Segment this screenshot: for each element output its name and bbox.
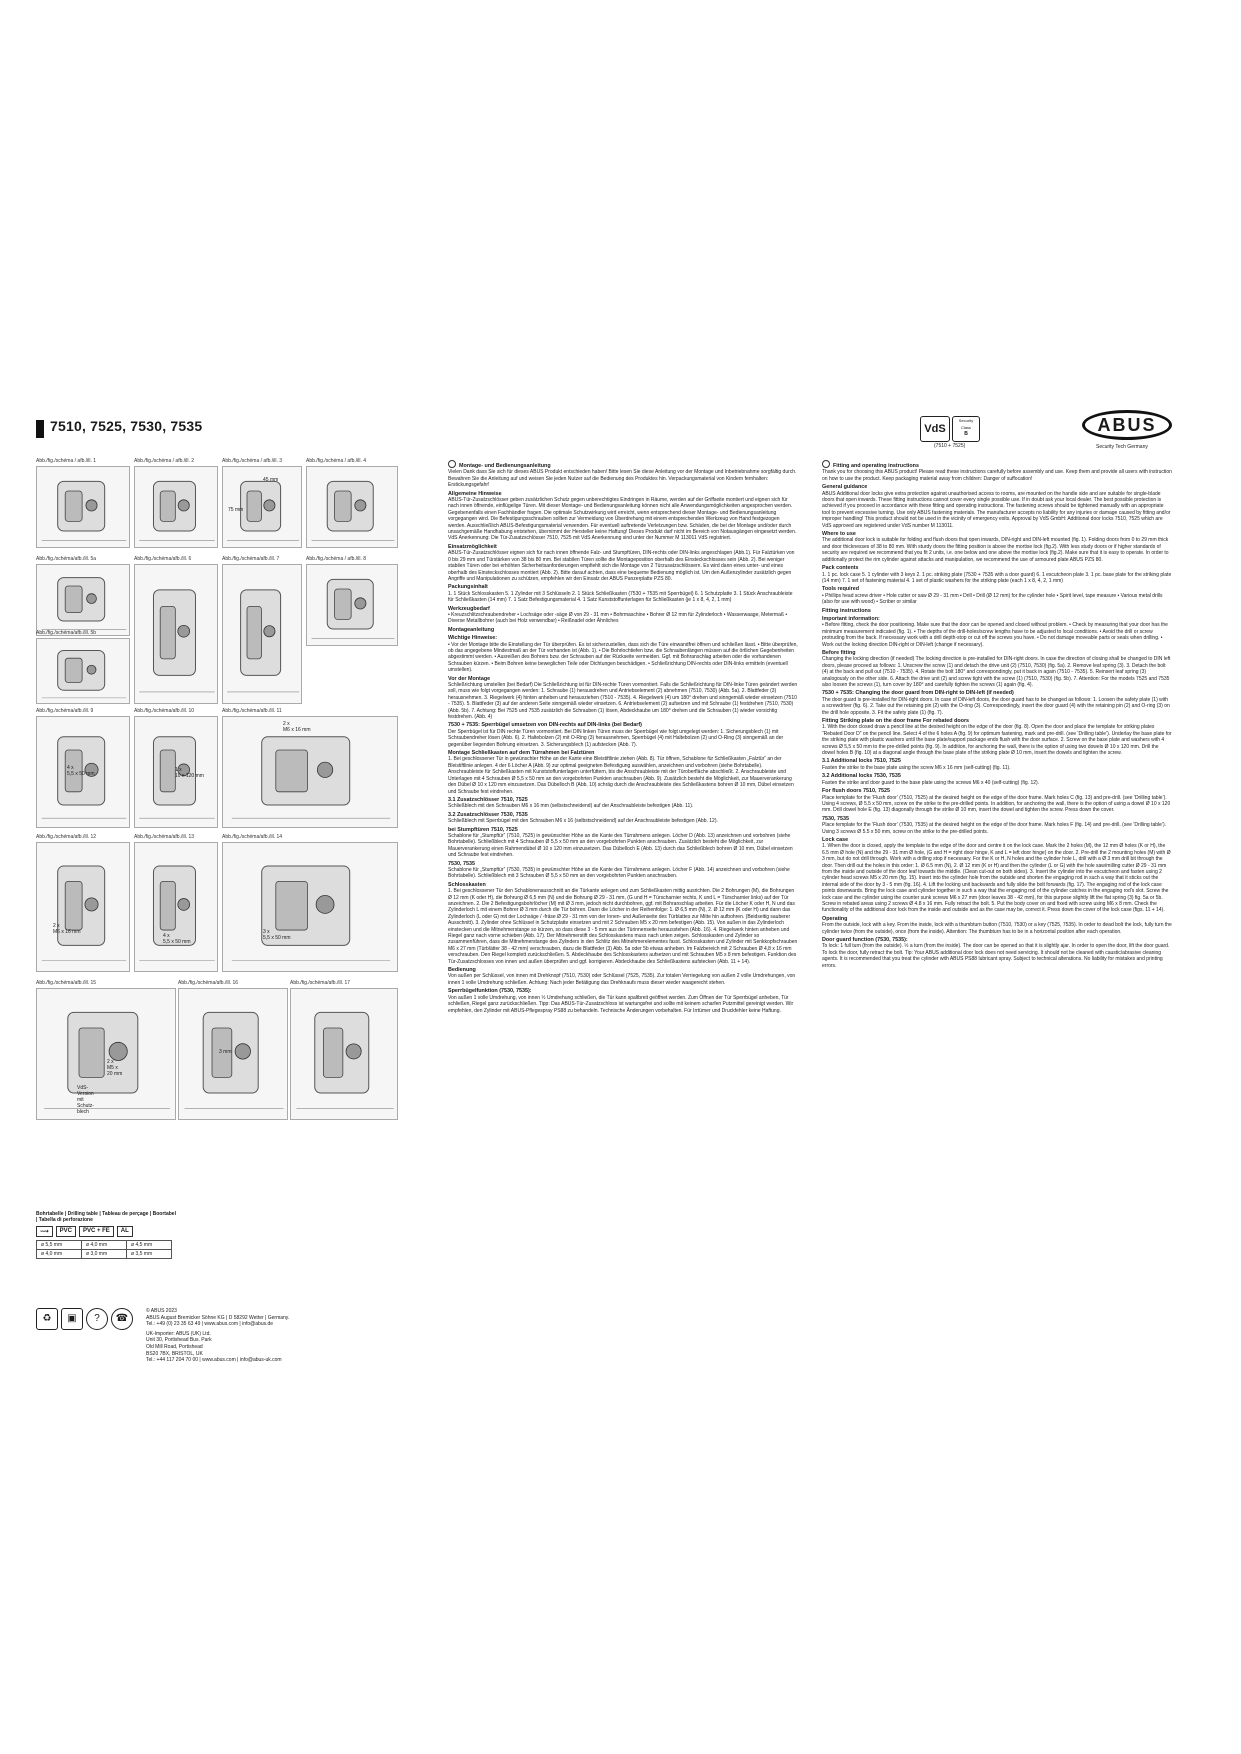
section-heading: Fitting Striking plate on the door frame For rebated doors [822,718,970,725]
section-text: • Kreuzschlitzschraubendreher • Lochsäge oder -säge Ø von 29 - 31 mm • Bohrmaschine • Bohrer Ø 12 mm für Zylinderloch • Wasserwaage, Metermaß • Diverse Metallbohrer (auch bei Holz verwendbar) • Reißnadel oder Ähnliches [448,611,788,625]
section-heading: Pack contents [822,565,859,572]
section-heading: 3.2 Additional locks 7530, 7535 [822,773,901,780]
figure-illustration [222,466,302,548]
table-row [37,1241,172,1250]
dimension-label: 3 mm [219,1049,232,1055]
section-heading: Where to use [822,531,856,538]
section-heading: Allgemeine Hinweise [448,490,502,497]
lock-illustration-icon [37,989,176,1119]
section-heading: Door guard function (7530, 7535): [822,937,908,944]
section-text: 1. 1 pc. lock case 5. 1 cylinder with 3 keys 2. 1 pc. striking plate (7530 + 7535 with a door guard) 6. 1 escutcheon plate 3. 1 pc. base plate for the striking plate (14 mm) 7. 1 set of fastening material 4. 1 set of plastic washers for the striking plate (each 1 x 8, 4, 2, 1 mm) [822,571,1172,584]
section-text: Vielen Dank dass Sie sich für dieses ABUS Produkt entschieden haben! Bitte lesen Sie diese Anleitung vor der Montage und Inbetriebnahme sorgfältig durch. Bewahren Sie die Anleitung auf und weisen Sie jeden Nutzer auf die Bedienung des Produktes hin. Verpackungsmaterial von Kindern fernhalten: Erstickungsgefahr! [448,469,797,489]
figure-2 [134,458,218,548]
figure-illustration [36,638,130,704]
table-cell: ø 3,5 mm [127,1250,172,1259]
figure-illustration [36,716,130,828]
address-line: BS20 7BX, BRISTOL, UK [146,1350,203,1357]
section-text: Schablone für „Stumpftür“ (7510, 7525) in gewünschter Höhe an die Kante des Türrahmens anlegen. Löcher D (Abb. 13) anzeichnen und vorbohren (siehe Bohrtabelle). Schließblech mit 4 Schrauben Ø 5,5 x 50 mm an den vorgebohrten Punkten anschrauben. Zusätzlich besteht die Möglichkeit, zur Mauerverankerung einen Rahmendübel Ø 10 x 120 mm einzusetzen. Das Dübelloch E (Abb. 13) durch das Schließblech bohren Ø 10 mm, Dübel einsetzen und Schraube fest eindrehen. [448,832,793,859]
figure-14 [134,834,218,972]
section-text: 1. With the door closed draw a pencil line at the desired height on the edge of the door (fig. 8). Open the door and place the template for striking plates “Rebated Door D” on the pencil line. Select 4 of the 6 holes A (fig. 9) for optimum fastening, mark and pre-drill. (see ‘Drilling table’). Underlay the base plate for the striking plate with plastic washers until the base plate/support package ends flush with the door surface. 2. Screw on the base plate and washers with 4 screws Ø 5,5 x 50 mm to the pre-drilled points (fig. 9). In addition, for anchoring the wall, there is the option of using two dowels Ø 10 x 120 mm. Drill the dowel holes B (fig. 10) at a diagonal angle through the base plate of the striking plate Ø 10 mm, insert the dowels and tighten the screw. [822,724,1172,757]
figure-caption: Abb./fig./schéma/afb./ill. 17 [290,980,351,986]
dimension-label: 45 mm [263,477,279,483]
address-line: ABUS August Bremicker Söhne KG | D 58292 Wetter | Germany. [146,1314,290,1321]
figure-10 [36,708,130,828]
figure-18 [290,980,398,1120]
section-heading: General guidance [822,484,868,491]
figure-16 [36,980,176,1120]
section-text: Der Sperrbügel ist für DIN rechte Türen vormontiert. Bei DIN linken Türen muss der Sperrbügel wie folgt umgelegt werden: 1. Sicherungsblech (1) mit Schraubendreher lösen (Abb. 6). 2. Haltebolzen (2) mit O-Ring (3) herausnehmen, Sperrbügel (4) mit Haltebolzen (2) und O-Ring (3) sinngemäß an der gegenüber liegenden Bohrung einsetzen. 3. Sicherungsblech (1) aufstecken (Abb. 7). [448,728,784,748]
figure-illustration [306,466,398,548]
figure-illustration [134,842,218,972]
section-heading: Einsatzmöglichkeit [448,543,497,550]
drilling-grid [36,1240,172,1259]
section-text: Changing the locking direction (if needed) The locking direction is pre-installed for DIN-right doors. In case the direction of closing shall be changed to DIN left doors, please proceed as follows: 1. Unscrew the screw (1) and detach the drive unit (2) (7510, 7530) (fig. 5a). 2. Remove leaf spring (3). 3. Detach the bolt (4) at the back and pull out (7510 - 7535). 4. Rotate the bolt 180° and correspondingly, put it back in again (7510 - 7535). 5. Reinsert leaf spring (3) analogously on the other side. 6. Attach the drive unit (2) and screw tight with the screw (1) (7510, 7530) (fig. 5b). 7. Attention: For the models 7525 and 7535 also loosen the screws (1), turn cover by 180° and carefully tighten the screws (1) again (fig. 4). [822,656,1171,688]
section-heading: Lock case [822,836,849,843]
section-heading: Before fitting [822,649,856,656]
figure-9 [36,630,130,704]
figure-caption: Abb./fig./schéma / afb./ill. 8 [306,556,367,562]
figure-illustration [222,842,398,972]
section-text: • Vor der Montage bitte die Einstellung der Tür überprüfen. Es ist sicherzustellen, dass sich die Türe einwandfrei öffnen und schließen lässt. • Bitte überprüfen, ob das angegebene Mindestmaß an der Tür vorhanden ist (Abb. 1). • Die Bohrlochtiefen bzw. die Schraubenlängen müssen auf die örtlichen Gegebenheiten abgestimmt werden. • Ausreißen des Bohrers bzw. der Schrauben auf der Rückseite vermeiden. Ggf. mit Bohranschlag arbeiten oder die vorhandenen Schrauben kürzen. • Beim Bohren keine beweglichen Teile oder Dichtungen beschädigen. • Schließrichtung DIN-rechts oder DIN-links ermitteln (eventuell umstellen). [448,641,798,674]
drill-icon: ⟿ [36,1226,53,1237]
english-instructions [822,458,1172,969]
recycling-icon: ♻ [36,1308,58,1330]
publisher-address [146,1308,396,1364]
section-text: Place template for the ‘Flush door’ (7510, 7525) at the desired height on the edge of the door frame. Mark holes C (fig. 13) and pre-drill. (see ‘Drilling table’). Using 4 screws, Ø 5.5 x 50 mm, screw on the strike to the pre-drilled points. In addition, for anchoring the wall, there is the option of using a dowel Ø 10 x 120 mm. Drill dowel hole E (fig. 13) diagonally through the strike Ø 10 mm, insert the dowel and tighten the screw. Press down the cover. [822,794,1171,814]
section-text: 1. Bei geschlossener Tür den Schablonenausschnitt an die Türkante anlegen und zum Schließkasten mittig ausrichten. Die 2 Bohrungen (M), die Bohrungen Ø 12 mm (K oder H), die Bohrung Ø 6,5 mm (N) und die Bohrung Ø 29 - 31 mm, (G und H = Türscharnier rechts, K und L = Türscharnier links) auf der Tür anzeichnen. 2. Die 2 Befestigungsbohrlöcher (M) mit Ø 3 mm, jedoch nicht durchbohren, ggf. mit Bohranschlag arbeiten. Für die Löcher K oder H, N und das Zylinderloch L mit einem Bohrer Ø 3 mm durch die Tür bohren. Dann die Löcher in der Reihenfolge: 1. Ø 6,5 mm (N), 2. Ø 12 mm (K oder H) und dann das Zylinderloch (L oder G) mit der Lochsäge / -fräse Ø 29 - 31 mm von der Innen- und Außenseite des Türblattes zur Mitte hin aufbohren. (Beidseitig sauberer Ausschnitt). 3. Zylinder ohne Schlüssel in Schutzplatte einsetzen und mit 2 Schrauben M5 x 20 mm befestigen (Abb. 15). Von außen in das Zylinderloch einstecken und die Mitnehmerstange so kürzen, so dass diese 3 - 5 mm aus der Türinnenseite herausstehen (Abb. 16). 4. Riegelwerk hinten anheben und Riegel ganz nach vorne schieben (Abb. 17). Der Mitnehmerstift des Schlosskastens muss nach unten zeigen. Schlosskasten und Zylinder so zusammenführen, dass die Mitnehmerstange des Zylinders in den Schlitz des Mitnehmerelementes fasst. Schlosskasten und Zylinder mit Senkkopfschrauben M6 x 27 mm (Türblätter 38 - 42 mm) verschrauben, dazu die Blattfeder (3) Abb. 5a oder 5b etwas anheben. Im Falzbereich mit 2 Schrauben Ø 4,8 x 16 mm verschrauben. Den Riegel komplett zurückschließen. 5. Abdeckhaube des Schlosskastens aufsetzen und mit Schrauben M5 x 8 mm befestigen. Funktion des Tür-Zusatzschlosses von innen und außen überprüfen und ggf. korrigieren. Abdeckhaube des Schließkastens aufstecken (Abb. 11 + 14). [448,888,798,965]
section-heading: 7530, 7535 [448,860,475,867]
section-heading: Important information: [822,615,880,622]
section-text: ABUS-Tür-Zusatzschlösser eignen sich für nach innen öffnende Falz- und Stumpftüren, DIN-rechts oder DIN-links angeschlagen (Abb.1). Für Falztürken von 0 bis 29 mm und Türstärken von 38 bis 80 mm. Bei stabilen Türen sollte die Montageposition oberhalb des Einsteckschlosses sein (Abb. 2). Bei weniger stabilen Türen oder bei erhöhten Sicherheitsanforderungen empfiehlt sich die Montage von 2 Türzusatzschlössern. Es wird dann eines unter- und eines oberhalb des Einsteckschlosses montiert (Abb. 2). Bitte darauf achten, dass eine bequeme Bedienung möglich ist. Um den Außenzylinder zusätzlich gegen Angriffe und Manipulationen zu schützen, empfehlen wir den Einsatz der ABUS Panzerplatte PZS 80. [448,550,795,582]
page-title: 7510, 7525, 7530, 7535 [50,418,203,434]
brand-tagline: Security Tech Germany [1096,444,1148,450]
material-pvc: PVC [56,1226,76,1237]
vds-class-top: Security [958,418,974,423]
section-heading: 3.1 Zusatzschlösser 7510, 7525 [448,796,528,803]
section-heading: Tools required [822,586,860,593]
figure-illustration [36,988,176,1120]
address-line: Old Mill Road, Portishead [146,1343,203,1350]
figure-caption: Abb./fig./schéma / afb./ill. 1 [36,458,97,464]
language-flag-icon [448,460,456,468]
lock-illustration-icon [307,565,398,645]
dimension-label: 1 x 10 x 120 mm [175,767,204,779]
section-text: ABUS-Tür-Zusatzschlösser geben zusätzlichen Schutz gegen unberechtigtes Eindringen in Räume, werden auf der Griffseite montiert und eignen sich für nach innen öffnende, einflügelige Türen. Mit dieser Montage- und Bedienungsanleitung können nicht alle Anwendungsmöglichkeiten angesprochen werden. Gegebenenfalls einen Fachhändler fragen. Die optimale Schutzwirkung wird erreicht, wenn entsprechend dieser Montage- und Bedienungsanleitung vorgegangen wird. Die Befestigungsschrauben sollten zur Vermeidung von Überdrehung mit einem entsprechenden Werkzeug von Hand festgezogen werden. Ausschließlich ABUS-Befestigungsmaterial verwenden. Für eventuell auftretende Verletzungen bzw. Schäden, die bei der Montage und/oder durch unsachgemäße Handhabung entstehen, übernimmt der Hersteller keine Haftung! Dieses Produkt darf nicht im Bereich von Notausgängen eingesetzt werden. VdS Anerkennung: Die Tür-Zusatzschlösser 7510, 7525 mit VdS Anerkennung sind unter der Nummer M 113011 VdS registriert. [448,497,797,542]
section-heading: Werkzeugbedarf [448,605,490,612]
section-text: 1. 1 Stück Schlosskasten 5. 1 Zylinder mit 3 Schlüsseln 2. 1 Stück Schließkasten (7530 + 7535 mit Sperrbügel) 6. 1 Schutzplatte 3. 1 Stück Anschraubleiste für Schließkasten (14 mm) 7. 1 Satz Befestigungsmaterial 4. 1 Satz Kunststoffunterlagen für Schließkasten (je 1 x 8, 4, 2, 1 mm) [448,590,793,604]
section-text: The door guard is pre-installed for DIN-right doors. In case of DIN-left doors, the door guard has to be changed as follows: 1. Loosen the safety plate (1) with a screwdriver (fig. 6). 2. Take out the retaining pin (2) with the O-ring (3). Correspondingly, insert the door guard (4) with the retaining pin (2) and O-ring (3) on the drill hole opposite. 3. Fit the safety plate (1) (fig. 7). [822,696,1170,716]
figure-illustration [36,466,130,548]
figure-caption: Abb./fig./schéma/afb./ill. 15 [36,980,97,986]
section-text: The additional door lock is suitable for folding and flush doors that open inwards, DIN-right and DIN-left mounted (fig. 1). Folding doors from 0 to 29 mm thick and door thicknesses of 38 to 80 mm. With sturdy doors the fitting position is above the mortise lock (fig.2). With less study doors or if higher standards of security are required we recommend that you fit 2 units, i.e. one below and one above the mortise lock (fig.2). Make sure that it is easy to operate. In order to additionally protect the rim cylinder against attacks and manipulation, we recommend the use of armoured plate ABUS PZS 80. [822,537,1169,563]
figure-caption: Abb./fig./schéma/afb./ill. 9 [36,708,94,714]
figure-5 [36,556,130,636]
section-heading: Packungsinhalt [448,584,488,591]
question-icon: ? [86,1308,108,1330]
title-marker [36,420,44,438]
figure-illustration [134,564,218,704]
section-text: Von außen per Schlüssel, von innen mit Drehknopf (7510, 7530) oder Schlüssel (7525, 7535). Zur totalen Verriegelung von außen 2 volle Umdrehungen, von innen 1 volle Umdrehung schließen. Achtung: Nach jeder Betätigung das Drehknaufs muss dieser wieder waagerecht stehen. [448,973,796,986]
section-heading: 3.1 Additional locks 7510, 7525 [822,758,901,765]
section-text: ABUS Additional door locks give extra protection against unauthorised access to rooms, are mounted on the handle side and are suitable for single-blade doors that open inwards. These fitting instructions cannot cover every single possible use. If in doubt ask your local dealer. The best possible protection is achieved if you proceed in accordance with these fitting and operating instructions. The fastening screws should be tightened manually with an appropriate tool to prevent excessive turning. Use only ABUS fastening materials. The manufacturer accepts no liability for any injuries or damage caused by fitting and/or improper handling! This product should not be used in the vicinity of emergency exits. Approval by VdS GmbH: Additional door locks 7510, 7525 which are VdS approved are registered under VdS number M 113011. [822,490,1171,529]
figure-caption: Abb./fig./schéma/afb./ill. 11 [222,708,282,714]
figure-caption: Abb./fig./schéma/afb./ill. 10 [134,708,195,714]
lock-illustration-icon [37,639,130,703]
figure-1 [36,458,130,548]
lock-illustration-icon [37,467,130,547]
section-heading: 7530 + 7535: Changing the door guard from DIN-right to DIN-left (if needed) [822,690,1014,697]
address-line: Tel.: +49 (0) 23 35 63 49 | www.abus.com | info@abus.de [146,1321,274,1328]
drilling-table [36,1211,176,1259]
section-heading: Fitting instructions [822,607,871,614]
section-heading: Vor der Montage [448,675,491,682]
section-heading: Montage- und Bedienungsanleitung [448,460,798,469]
figure-caption: Abb./fig./schéma/afb./ill. 14 [222,834,283,840]
vds-models: (7510 + 7525) [934,443,966,449]
dimension-label: 2 x M6 x 16 mm [53,923,81,935]
material-al: AL [117,1226,133,1237]
section-text: Schablone für „Stumpftür“ (7530, 7535) in gewünschter Höhe an die Kante des Türrahmens anlegen. Löcher F (Abb. 14) anzeichnen und vorbohren (siehe Bohrtabelle). Schließblech mit 3 Schrauben Ø 5,5 x 50 mm an den vorgebohrten Punkten anschrauben. [448,866,790,880]
vds-class-mid: Class [960,425,971,430]
figure-caption: Abb./fig./schéma/afb./ill. 12 [36,834,97,840]
table-cell: ø 4,0 mm [37,1250,82,1259]
figure-illustration [222,564,302,704]
figure-7 [222,556,302,704]
section-heading: Bedienung [448,967,476,974]
section-heading: Fitting and operating instructions [822,460,1172,469]
section-heading: 7530, 7535 [822,815,849,822]
figure-3 [222,458,302,548]
figure-11 [134,708,218,828]
figure-8 [306,556,398,646]
drilling-title: Bohrtabelle | Drilling table | Tableau de perçage | Boortabel | Tabella di perforazione [36,1211,176,1223]
section-text: Fasten the strike and door guard to the base plate using the screws M6 x 40 (self-cutting) (fig. 12). [822,779,1040,786]
section-text: Fasten the strike to the base plate using the screw M6 x 16 mm (self-cutting) (fig. 11). [822,764,1011,771]
figure-17 [178,980,288,1120]
german-instructions [448,458,798,1014]
figure-caption: Abb./fig./schéma/afb./ill. 5a [36,556,97,562]
book-icon: ▣ [61,1308,83,1330]
material-pvc-fe: PVC + FE [79,1226,114,1237]
figure-caption: Abb./fig./schéma/afb./ill. 7 [222,556,280,562]
dimension-label: 4 x 5,5 x 50 mm [67,765,95,777]
section-text: Schließblech mit Sperrbügel mit den Schrauben M6 x 16 (selbstschneidend) auf der Anschraubleiste befestigen (Abb. 12). [448,818,718,825]
section-text: • Phillips head screw driver • Hole cutter or saw Ø 29 - 31 mm • Drill • Drill (Ø 12 mm) for the cylinder hole • Spirit level, tape measure • Various metal drills (also for use with wood) • Scriber or similar [822,592,1163,606]
footer-icons [36,1308,133,1330]
figure-illustration [36,842,130,972]
section-heading: Sperrbügelfunktion (7530, 7535): [448,988,532,995]
lock-illustration-icon [179,989,288,1119]
table-cell: ø 5,5 mm [37,1241,82,1250]
section-text: To lock: 1 full turn (from the outside). ½ a turn (from the inside). The door can be opened so that it is slightly ajar. In order to open the door, lift the door guard. To lock the door, fully retract the bolt. Tip: Your ABUS additional door lock does not need servicing. It should not be cleaned with caustic/abrasive cleaning agents. It is recommended that you treat the cylinder with ABUS PS88 lubricant spray. Subject to technical alterations. No liability for mistakes and printing errors. [822,943,1170,969]
figure-caption: Abb./fig./schéma / afb./ill. 2 [134,458,195,464]
section-heading: Operating [822,915,848,922]
address-line: Unit 30, Portishead Bus. Park [146,1337,212,1344]
figure-caption: Abb./fig./schéma / afb./ill. 3 [222,458,283,464]
figure-caption: Abb./fig./schéma/afb./ill. 6 [134,556,192,562]
dimension-label: 75 mm [228,507,244,513]
section-text: • Before fitting, check the door positioning. Make sure that the door can be opened and closed without problem. • Check by measuring that your door has the minimum measurement indicated (fig. 1). • The depths of the drill-holes/screw lengths have to be adjusted to local conditions. • Avoid the drill or screw protruding from the back. If necessary work with a drill depth-stop or cut off the screws you have. • Do not damage moveable parts or seals when drilling. • Work out the locking direction DIN-right or DIN-left (change if necessary). [822,622,1168,648]
figure-6 [134,556,218,704]
material-row [36,1226,176,1237]
section-heading: 3.2 Zusatzschlösser 7530, 7535 [448,811,528,818]
figure-illustration [36,564,130,636]
figure-caption: Abb./fig./schéma/afb./ill. 5b [36,630,97,636]
lock-illustration-icon [223,717,398,827]
lock-illustration-icon [223,565,302,703]
lock-illustration-icon [291,989,398,1119]
section-text: Place template for the ‘Flush door’ (7530, 7535) at the desired height on the edge of the door frame. Mark holes F (fig. 14) and pre-drill. (see ‘Drilling table’). Using 3 screws Ø 5.5 x 50 mm, screw on the strike to the pre-drilled points. [822,822,1167,835]
dimension-label: 2 x M5 x 20 mm [107,1059,123,1077]
dimension-label: 2 x M6 x 16 mm [283,721,311,733]
language-flag-icon [822,460,830,468]
address-line: Tel.: +44 117 204 70 00 | www.abus.com | info@abus-uk.com [146,1357,282,1364]
dimension-label: VdS- Version mit Schutz- blech [77,1085,94,1115]
address-line: UK-Importer: ABUS (UK) Ltd. [146,1330,211,1337]
section-text: Schließblech mit den Schrauben M6 x 16 mm (selbstschneidend) auf der Anschraubleiste befestigen (Abb. 11). [448,803,694,810]
figure-13 [36,834,130,972]
section-heading: bei Stumpftüren 7510, 7525 [448,826,518,833]
table-row [37,1250,172,1259]
figure-illustration [178,988,288,1120]
vds-class-low: B [964,431,968,437]
table-cell: ø 3,0 mm [82,1250,127,1259]
lock-illustration-icon [135,565,218,703]
section-text: Von außen 1 volle Umdrehung, von innen ½ Umdrehung schließen, die Tür kann spaltbreit geöffnet werden. Zum Öffnen der Tür Sperrbügel anheben, Tür schließen, Riegel ganz zurückschließen. Tipp: Das ABUS-Tür-Zusatzschloss ist wartungsfrei und sollte mit keinem scharfen Putzmittel gereinigt werden. Wir empfehlen, den Zylinder mit ABUS-Pflegespray PS88 zu behandeln. Technische Änderungen vorbehalten. Für Irrtümer und Druckfehler keine Haftung. [448,994,794,1014]
lock-illustration-icon [223,843,398,971]
section-heading: Wichtige Hinweise: [448,635,498,642]
figure-15 [222,834,398,972]
figure-caption: Abb./fig./schéma / afb./ill. 4 [306,458,367,464]
section-heading: For flush doors 7510, 7525 [822,788,891,795]
instruction-sheet [36,408,1206,1366]
lock-illustration-icon [37,843,130,971]
section-heading: Schlosskasten [448,881,486,888]
lock-illustration-icon [37,565,130,635]
section-text: Schließrichtung umstellen (bei Bedarf) Die Schließrichtung ist für DIN-rechte Türen vormontiert. Falls die Schließrichtung für DIN-linke Türen geändert werden soll, muss wie folgt vorgegangen werden: 1. Schraube (1) herausdrehen und Antriebselement (2) abnehmen (7510, 7530) (Abb. 5a). 2. Blattfeder (3) herausnehmen. 3. Riegelwerk (4) hinten anheben und herausziehen (7510 - 7535). 4. Riegelwerk (4) um 180° drehen und sinngemäß wieder einsetzen (7510 - 7535). 5. Blattfeder (3) auf der anderen Seite sinngemäß wieder einsetzen. 6. Antriebselement (2) aufsetzen und mit Schraube (1) festdrehen (7510, 7530) (Abb. 5b). 7. Achtung: Bei 7525 und 7535 zusätzlich die Schrauben (1) lösen, Abdeckhaube um 180° drehen und die Schrauben (1) wieder vorsichtig festdrehen. (Abb. 4) [448,682,798,721]
lock-illustration-icon [307,467,398,547]
vds-badge: VdS [920,416,950,442]
lock-illustration-icon [135,467,218,547]
section-text: Thank you for choosing this ABUS product! Please read these instructions carefully before assembly and use. Keep them and provide all users with instruction on how to use the product. Keep packaging material away from children: Danger of suffocation! [822,469,1172,482]
phone-icon: ☎ [111,1308,133,1330]
figure-illustration [134,466,218,548]
figure-4 [306,458,398,548]
address-line: © ABUS 2023 [146,1308,177,1314]
table-cell: ø 4,0 mm [82,1241,127,1250]
section-heading: 7530 + 7535: Sperrbügel umsetzen von DIN-rechts auf DIN-links (bei Bedarf) [448,722,642,729]
dimension-label: 3 x 5,5 x 50 mm [263,929,291,941]
figure-illustration [222,716,398,828]
section-text: From the outside, lock with a key. From the inside, lock with a thumbturn button (7510, 7530) or a key (7525, 7535). In order to dead bolt the lock, fully turn the cylinder twice (from the outside), once (from the inside). Attention: The thumbturn has to be in a horizontal position after each operation. [822,922,1172,935]
dimension-label: 4 x 5,5 x 50 mm [163,933,191,945]
section-text: 1. When the door is closed, apply the template to the edge of the door and centre it on the lock case. Mark the 2 holes (M), the 12 mm Ø holes (K or H), the 6.5 mm Ø hole (N) and the 29 - 31 mm Ø hole, (G and H = right door hinge, K and L = left door hinge) on the door. 2. Pre-drill the 2 mounting holes (M) with Ø 3 mm, but do not drill through. Work with a drilling stop if necessary. For the K or H, N holes and the cylinder hole L, drill with a Ø 3 mm drill bit through the door. Then drill out the holes in this order: 1. Ø 6.5 mm (N), 2. Ø 12 mm (K or H) and then the cylinder (L or G) with the hole saw/milling cutter Ø 29 - 31 mm from the inside and outside of the door leaf towards the middle. (Clean cut-out on both sides). 3. Insert the cylinder into the escutcheon and fasten using 2 cylinder head screws M5 x 20 mm (fig. 15). Insert into the cylinder hole from the outside and shorten the engaging rod in such a way that it sticks out the internal side of the door by 3 - 5 mm (fig. 16). 4. Lift the locking unit backwards and fully slide the bolt forwards (fig. 17). The engaging rod of the lock case points downwards. Bring the lock case and cylinder together in such a way that the engaging rod of the cylinder catches in the engaging rod's slot. Screw the lock case and the cylinder using the counter sunk screws M6 x 27 mm (door leaves 38 - 42 mm), for this purpose slightly lift the flat spring (3) fig. 5a or 5b. Screw in rebated areas using 2 screws Ø 4.8 x 16 mm. Fully retract the bolt. 5. Put the body cover on and fixed with screw using M6 x 8 mm. Check the functionality of the additional door lock from the inside and outside and as the case may be, correct it. Press down the cover of the lock case (figs. 11 + 14). [822,843,1171,914]
figure-illustration [306,564,398,646]
section-text: 1. Bei geschlossener Tür in gewünschter Höhe an der Kante eine Bleistiftlinie ziehen (Abb. 8). Tür öffnen, Schablone für Schließkasten „Falztür“ an der Bleistiftlinie anlegen. 4 der 6 Löcher A (Abb. 9) zur optimal geeigneten Befestigung auswählen, anzeichnen und vorbohren (siehe Bohrtabelle). Anschraubleiste für Schließkasten mit Kunststoffunterlagen unterfüttern, bis die Anschraubleiste mit der Türoberfläche abschließt. 2. Anschraubleiste und Unterlagen mit 4 Schrauben Ø 5,5 x 50 mm an den vorgebohrten Punkten anschrauben (Abb. 9). Zusätzlich besteht die Möglichkeit, zur Mauerverankerung den Dübel Ø 10 x 120 mm einzusetzen. Das Dübelloch B (Abb. 10) schräg durch die Anschraubleiste des Schließkastens bohren Ø 10 mm, Dübel einsetzen und Schraube fest eindrehen. [448,756,794,795]
section-heading: Montageanleitung [448,626,495,633]
table-cell: ø 4,5 mm [127,1241,172,1250]
lock-illustration-icon [135,843,218,971]
vds-class-badge [952,416,980,442]
figure-caption: Abb./fig./schéma/afb./ill. 16 [178,980,239,986]
figure-illustration [134,716,218,828]
figure-caption: Abb./fig./schéma/afb./ill. 13 [134,834,195,840]
figure-12 [222,708,398,828]
section-heading: Montage Schließkasten auf dem Türrahmen bei Falztüren [448,750,595,757]
figure-illustration [290,988,398,1120]
abus-logo: ABUS [1082,410,1172,440]
